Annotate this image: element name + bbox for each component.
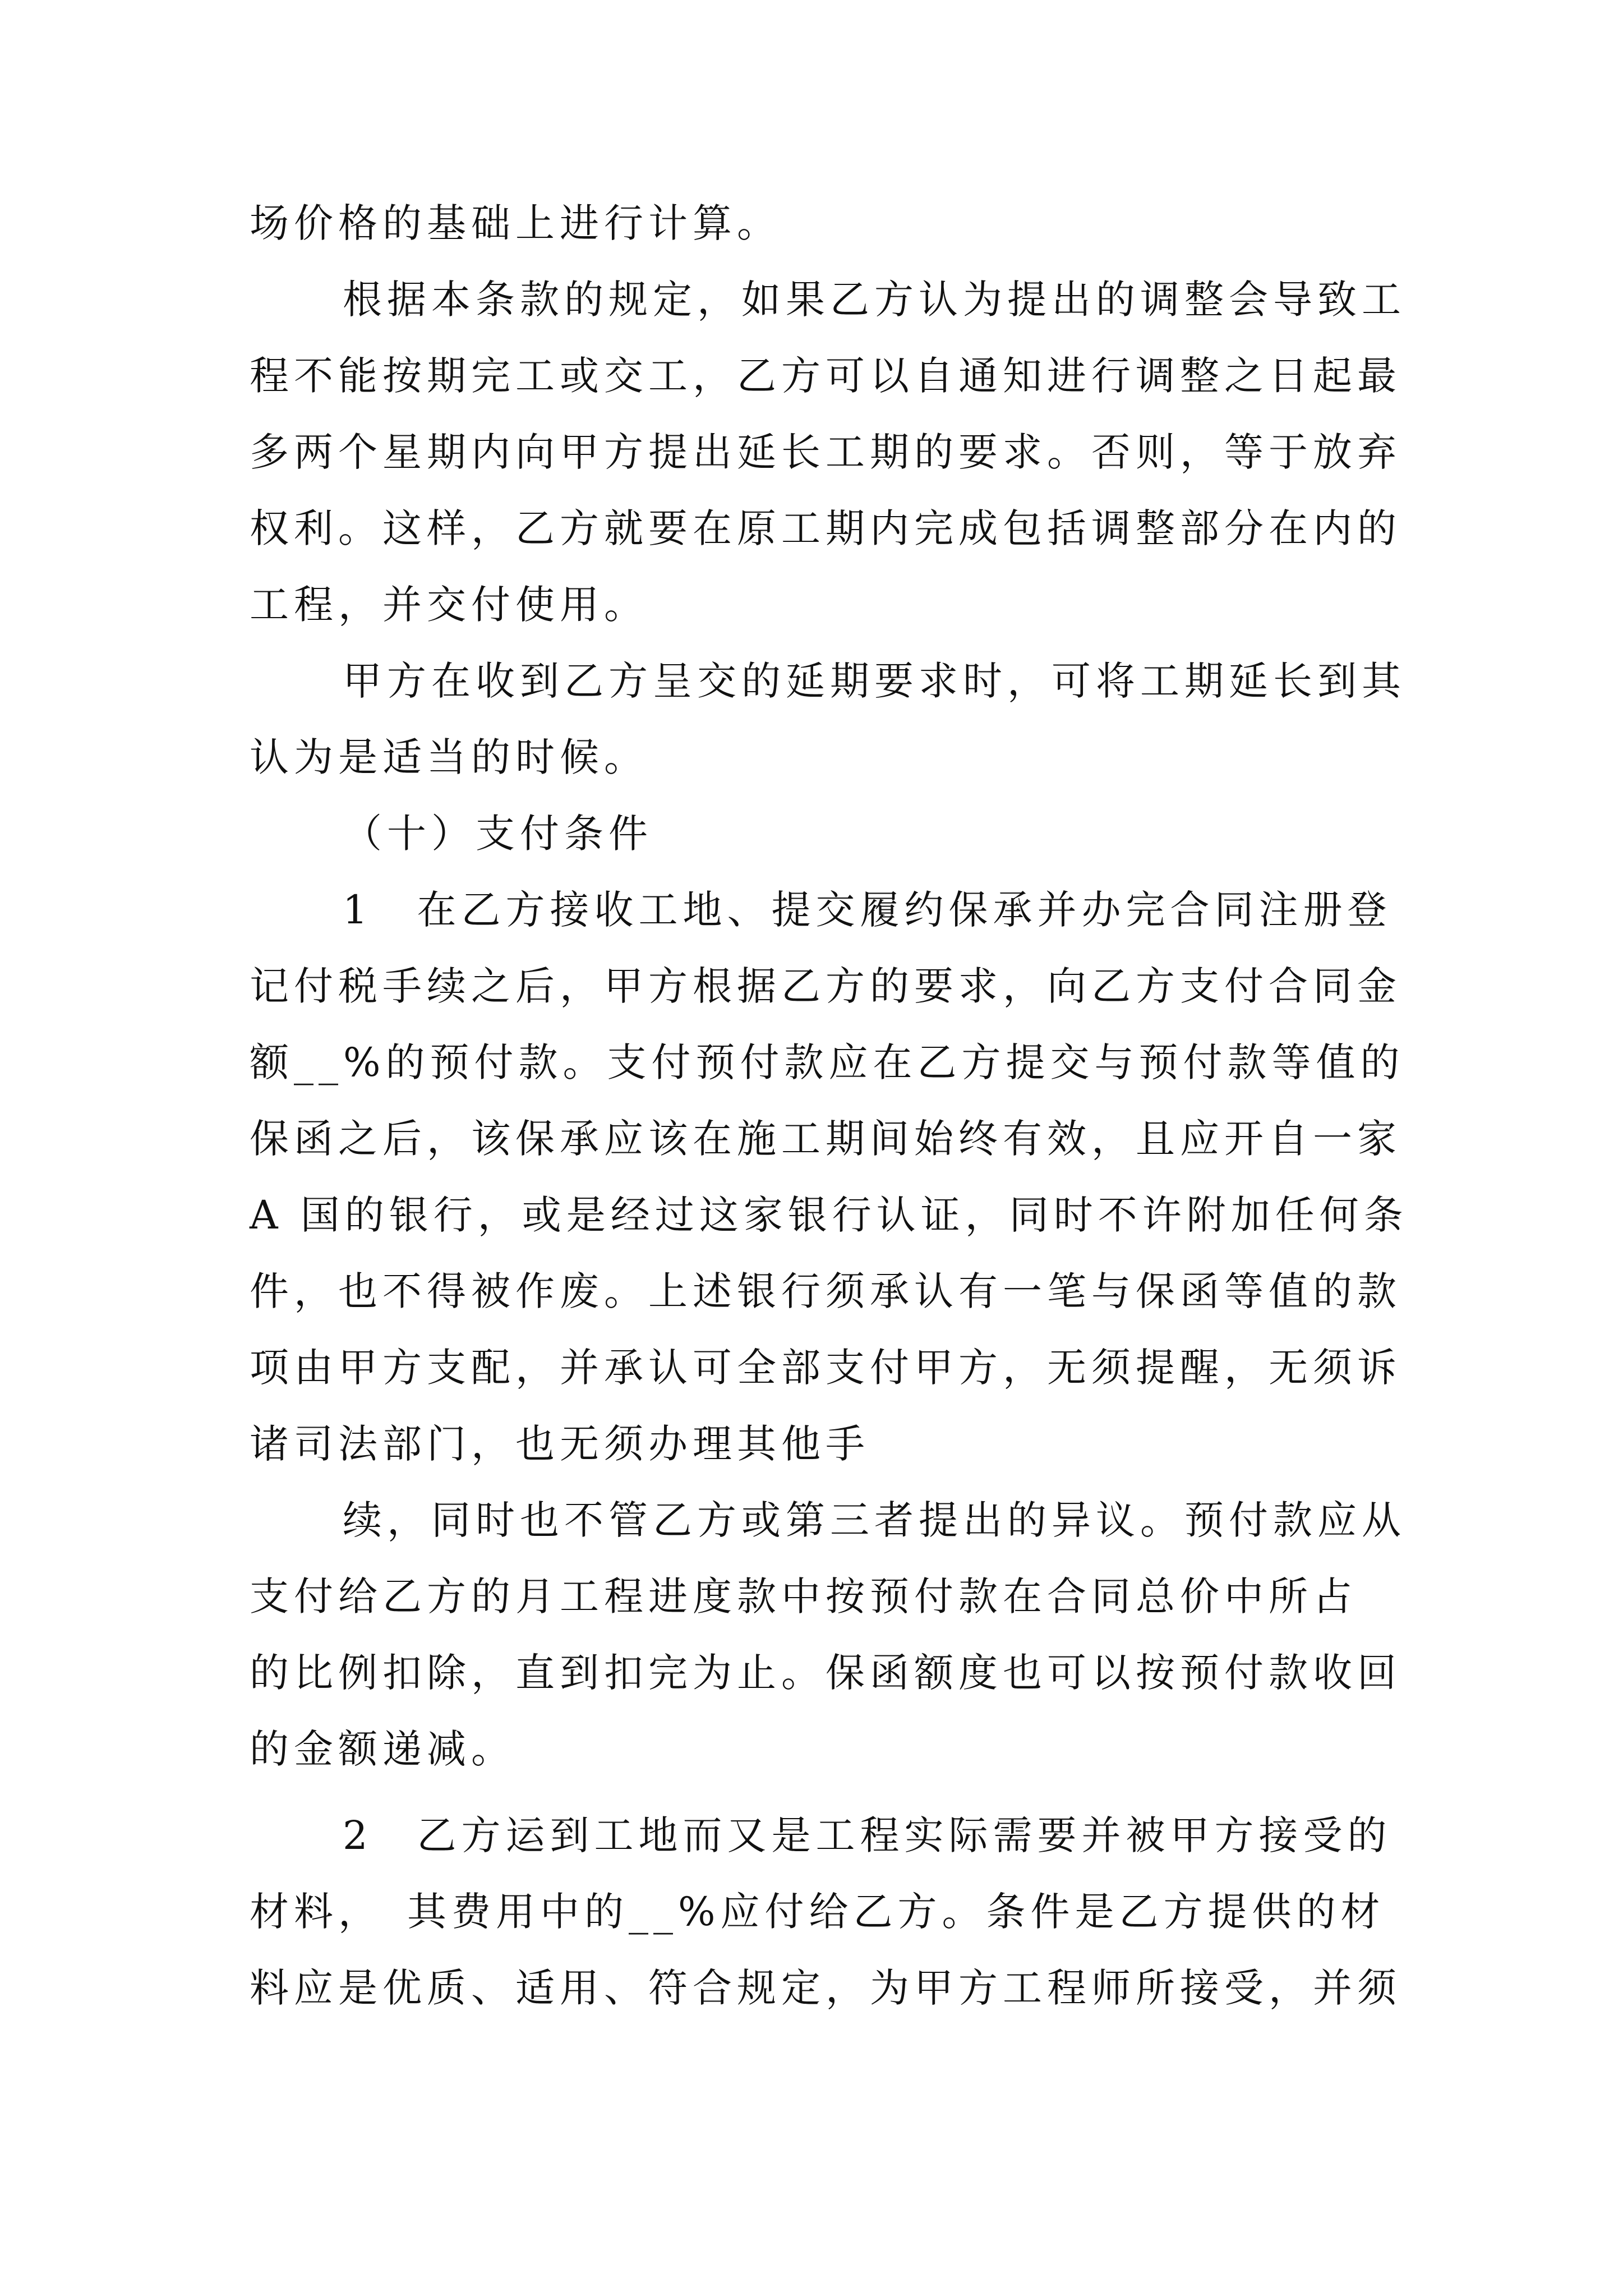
text-line: 件，也不得被作废。上述银行须承认有一笔与保函等值的款 bbox=[250, 1268, 1401, 1314]
text-line: 材料， 其费用中的__%应付给乙方。条件是乙方提供的材 bbox=[250, 1889, 1385, 1935]
paragraph-start: 1 在乙方接收工地、提交履约保承并办完合同注册登 bbox=[343, 887, 1392, 933]
text-line: 保函之后，该保承应该在施工期间始终有效，且应开自一家 bbox=[250, 1116, 1401, 1162]
text-line: 料应是优质、适用、符合规定，为甲方工程师所接受，并须 bbox=[250, 1965, 1401, 2011]
text-line: 诸司法部门，也无须办理其他手 bbox=[250, 1421, 870, 1467]
paragraph-start: 续，同时也不管乙方或第三者提出的异议。预付款应从 bbox=[343, 1497, 1406, 1543]
text-line: 额__%的预付款。支付预付款应在乙方提交与预付款等值的 bbox=[250, 1039, 1405, 1085]
paragraph-start: 根据本条款的规定，如果乙方认为提出的调整会导致工 bbox=[343, 277, 1406, 323]
text-line: 记付税手续之后，甲方根据乙方的要求，向乙方支付合同金 bbox=[250, 963, 1401, 1009]
text-line: 工程，并交付使用。 bbox=[250, 582, 648, 628]
text-line: 认为是适当的时候。 bbox=[250, 734, 648, 780]
text-line: 权利。这样，乙方就要在原工期内完成包括调整部分在内的 bbox=[250, 505, 1401, 551]
section-heading: （十）支付条件 bbox=[343, 811, 653, 857]
text-line: 的比例扣除，直到扣完为止。保函额度也可以按预付款收回 bbox=[250, 1650, 1401, 1696]
text-line: 支付给乙方的月工程进度款中按预付款在合同总价中所占 bbox=[250, 1573, 1357, 1619]
paragraph-start: 甲方在收到乙方呈交的延期要求时，可将工期延长到其 bbox=[343, 658, 1406, 704]
text-line: 项由甲方支配，并承认可全部支付甲方，无须提醒，无须诉 bbox=[250, 1345, 1401, 1391]
paragraph-start: 2 乙方运到工地而又是工程实际需要并被甲方接受的 bbox=[343, 1812, 1392, 1858]
text-line: 场价格的基础上进行计算。 bbox=[250, 200, 781, 246]
text-line: 的金额递减。 bbox=[250, 1726, 515, 1772]
text-line: 程不能按期完工或交工，乙方可以自通知进行调整之日起最 bbox=[250, 353, 1401, 399]
text-line: A 国的银行，或是经过这家银行认证，同时不许附加任何条 bbox=[250, 1192, 1408, 1238]
body-text bbox=[250, 185, 1408, 2026]
text-line: 多两个星期内向甲方提出延长工期的要求。否则，等于放弃 bbox=[250, 429, 1401, 475]
